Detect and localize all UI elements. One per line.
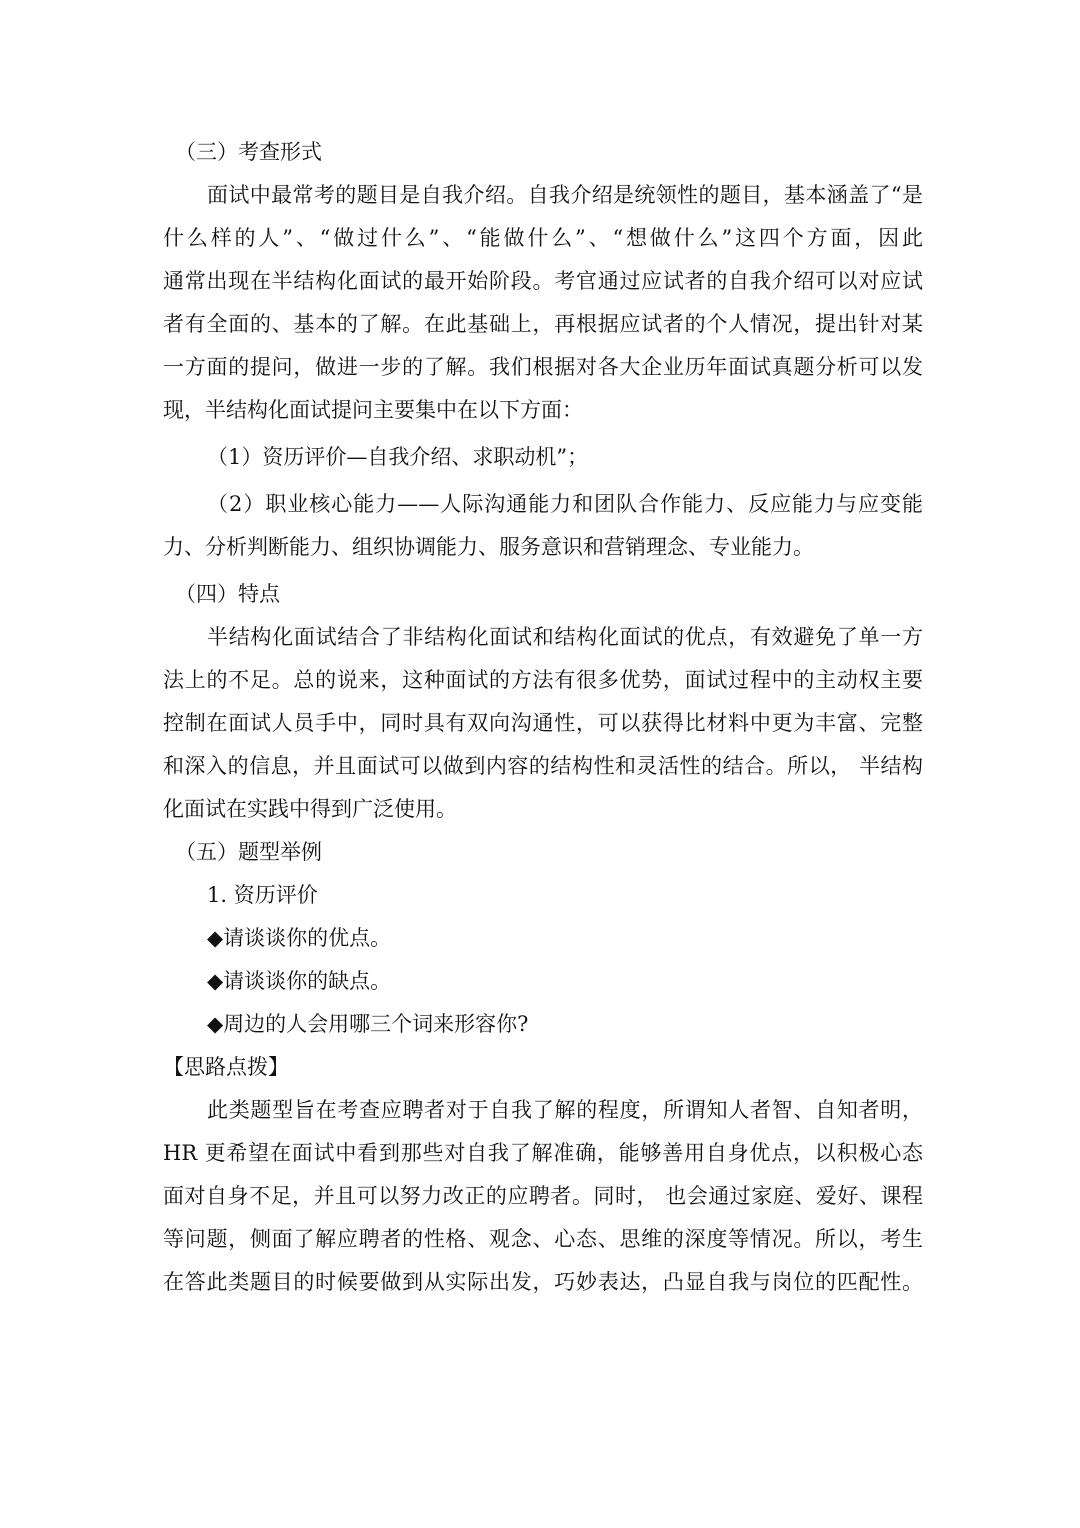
- subheading-qualification: 1. 资历评价: [207, 883, 318, 907]
- list-item: （1）资历评价—自我介绍、求职动机”；: [207, 445, 589, 469]
- section-heading-exam-form: （三）考查形式: [175, 140, 322, 164]
- paragraph-line: 半结构化面试结合了非结构化面试和结构化面试的优点，有效避免了单一方: [207, 625, 923, 649]
- document-page: [163, 131, 923, 1304]
- paragraph-line: 和深入的信息，并且面试可以做到内容的结构性和灵活性的结合。所以， 半结构: [163, 754, 923, 778]
- paragraph-line: 法上的不足。总的说来，这种面试的方法有很多优势，面试过程中的主动权主要: [163, 668, 923, 692]
- paragraph-line: 什么样的人”、“做过什么”、“能做什么”、“想做什么”这四个方面，因此: [163, 226, 923, 250]
- list-item-continuation: 力、分析判断能力、组织协调能力、服务意识和营销理念、专业能力。: [163, 535, 814, 559]
- paragraph-line: 现，半结构化面试提问主要集中在以下方面：: [163, 398, 583, 422]
- paragraph-line: 通常出现在半结构化面试的最开始阶段。考官通过应试者的自我介绍可以对应试: [163, 269, 923, 293]
- section-heading-question-examples: （五）题型举例: [175, 840, 322, 864]
- paragraph-line: 此类题型旨在考查应聘者对于自我了解的程度，所谓知人者智、自知者明，: [207, 1098, 923, 1122]
- paragraph-line: 面对自身不足，并且可以努力改正的应聘者。同时， 也会通过家庭、爱好、课程: [163, 1184, 923, 1208]
- bullet-item: ◆周边的人会用哪三个词来形容你?: [207, 1012, 529, 1036]
- paragraph-line: 在答此类题目的时候要做到从实际出发，巧妙表达，凸显自我与岗位的匹配性。: [163, 1270, 923, 1294]
- paragraph-line: HR 更希望在面试中看到那些对自我了解准确，能够善用自身优点，以积极心态: [163, 1141, 923, 1165]
- paragraph-line: 一方面的提问，做进一步的了解。我们根据对各大企业历年面试真题分析可以发: [163, 355, 923, 379]
- list-item: （2）职业核心能力——人际沟通能力和团队合作能力、反应能力与应变能: [207, 492, 923, 516]
- bullet-item: ◆请谈谈你的缺点。: [207, 969, 392, 993]
- paragraph-line: 等问题，侧面了解应聘者的性格、观念、心态、思维的深度等情况。所以，考生: [163, 1227, 923, 1251]
- paragraph-line: 化面试在实践中得到广泛使用。: [163, 797, 457, 821]
- section-heading-features: （四）特点: [175, 582, 280, 606]
- paragraph-line: 面试中最常考的题目是自我介绍。自我介绍是统领性的题目，基本涵盖了“是: [207, 183, 923, 207]
- bullet-item: ◆请谈谈你的优点。: [207, 926, 392, 950]
- tips-heading: 【思路点拨】: [163, 1055, 289, 1079]
- paragraph-line: 者有全面的、基本的了解。在此基础上，再根据应试者的个人情况，提出针对某: [163, 312, 923, 336]
- paragraph-line: 控制在面试人员手中，同时具有双向沟通性，可以获得比材料中更为丰富、完整: [163, 711, 923, 735]
